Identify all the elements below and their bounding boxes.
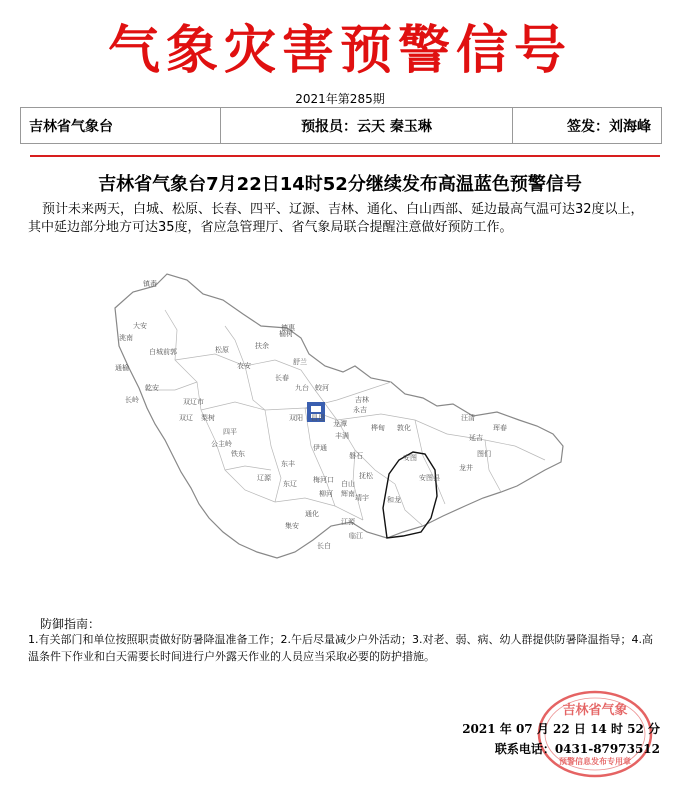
map-region-label: 长白	[317, 542, 331, 550]
map-region-label: 龙潭	[333, 420, 347, 428]
map-region-label: 梨树	[201, 414, 215, 422]
warning-body: 预计未来两天，白城、松原、长春、四平、辽源、吉林、通化、白山西部、延边最高气温可达32度以上，其中延边部分地方可达35度，省应急管理厅、省气象局联合提醒注意做好预防工作。	[28, 202, 644, 235]
guidance-text: 1.有关部门和单位按照职责做好防暑降温准备工作；2.午后尽量减少户外活动；3.对老、弱、病、幼人群提供防暑降温指导；4.高温条件下作业和白天需要长时间进行户外露天作业的人员应当采取必要的防护措施。	[28, 633, 653, 663]
map-region-label: 长岭	[125, 396, 139, 404]
map-region-label: 昌邑	[311, 414, 325, 422]
map-region-label: 梅河口	[313, 476, 334, 484]
seal-bottom-text: 预警信息发布专用章	[559, 756, 631, 766]
map-region-label: 靖宇	[355, 494, 369, 502]
map-region-label: 龙井	[459, 464, 473, 472]
seal-top-text: 吉林省气象	[562, 703, 628, 718]
map-region-label: 图们	[477, 450, 491, 458]
issuer-cell: 吉林省气象台	[21, 108, 221, 143]
map-region-label: 敦化	[397, 424, 411, 432]
map-region-label: 双阳	[289, 414, 303, 422]
map-region-label: 桦甸	[371, 424, 385, 432]
map-region-label: 珲春	[493, 424, 507, 432]
map-region-label: 和龙	[387, 496, 401, 504]
map-region-label: 德惠	[281, 324, 295, 332]
map-region-label: 抚松	[359, 472, 373, 480]
map-region-label: 白山	[341, 480, 355, 488]
contact-phone: 联系电话：0431-87973512	[494, 742, 660, 756]
map-region-label: 临江	[349, 532, 363, 540]
map-region-label: 东辽	[283, 480, 297, 488]
map-region-label: 通榆	[115, 364, 129, 372]
jilin-province-map	[105, 270, 575, 570]
map-region-label: 丰满	[335, 432, 349, 440]
map-region-label: 吉林	[355, 396, 369, 404]
map-region-label: 铁东	[231, 450, 245, 458]
issue-datetime: 2021 年 07 月 22 日 14 时 52 分	[462, 722, 660, 736]
map-region-label: 集安	[285, 522, 299, 530]
map-region-label: 大安	[133, 322, 147, 330]
map-region-label: 白城	[149, 348, 163, 356]
map-region-label: 柳河	[319, 490, 333, 498]
map-region-label: 蛟河	[315, 384, 329, 392]
red-divider	[30, 155, 660, 157]
map-region-label: 安图县	[419, 474, 440, 482]
map-region-label: 永吉	[353, 406, 367, 414]
map-region-label: 公主岭	[211, 440, 232, 448]
map-region-label: 松原	[215, 346, 229, 354]
map-region-label: 洮南	[119, 334, 133, 342]
map-region-label: 乾安	[145, 384, 159, 392]
map-region-label: 榆树	[279, 330, 293, 338]
map-region-label: 江源	[341, 518, 355, 526]
map-region-label: 延吉	[469, 434, 483, 442]
map-region-label: 九台	[295, 384, 309, 392]
map-region-label: 长春	[275, 374, 289, 382]
map-region-label: 东丰	[281, 460, 295, 468]
guidance-heading: 防御指南：	[40, 617, 101, 631]
map-region-label: 舒兰	[293, 358, 307, 366]
map-region-label: 前郭	[163, 348, 177, 356]
map-region-label: 四平	[223, 428, 237, 436]
map-region-label: 双辽市	[183, 398, 204, 406]
map-region-label: 辉南	[341, 490, 355, 498]
map-region-label: 磐石	[349, 452, 363, 460]
map-region-label: 安图	[403, 454, 417, 462]
map-region-label: 辽源	[257, 474, 271, 482]
forecasters-cell: 预报员：云天 秦玉琳	[221, 108, 513, 143]
issue-number: 2021年第285期	[295, 92, 385, 106]
signer-cell: 签发：刘海峰	[567, 118, 651, 135]
map-region-label: 扶余	[255, 342, 269, 350]
map-region-label: 通化	[305, 510, 319, 518]
map-region-label: 镇赉	[143, 280, 157, 288]
info-table	[20, 107, 662, 144]
map-region-label: 汪清	[461, 414, 475, 422]
map-region-label: 农安	[237, 362, 251, 370]
map-region-label: 伊通	[313, 444, 327, 452]
warning-title: 吉林省气象台7月22日14时52分继续发布高温蓝色预警信号	[98, 174, 582, 195]
map-region-label: 双辽	[179, 414, 193, 422]
document-header-title: 气象灾害预警信号	[107, 20, 572, 81]
